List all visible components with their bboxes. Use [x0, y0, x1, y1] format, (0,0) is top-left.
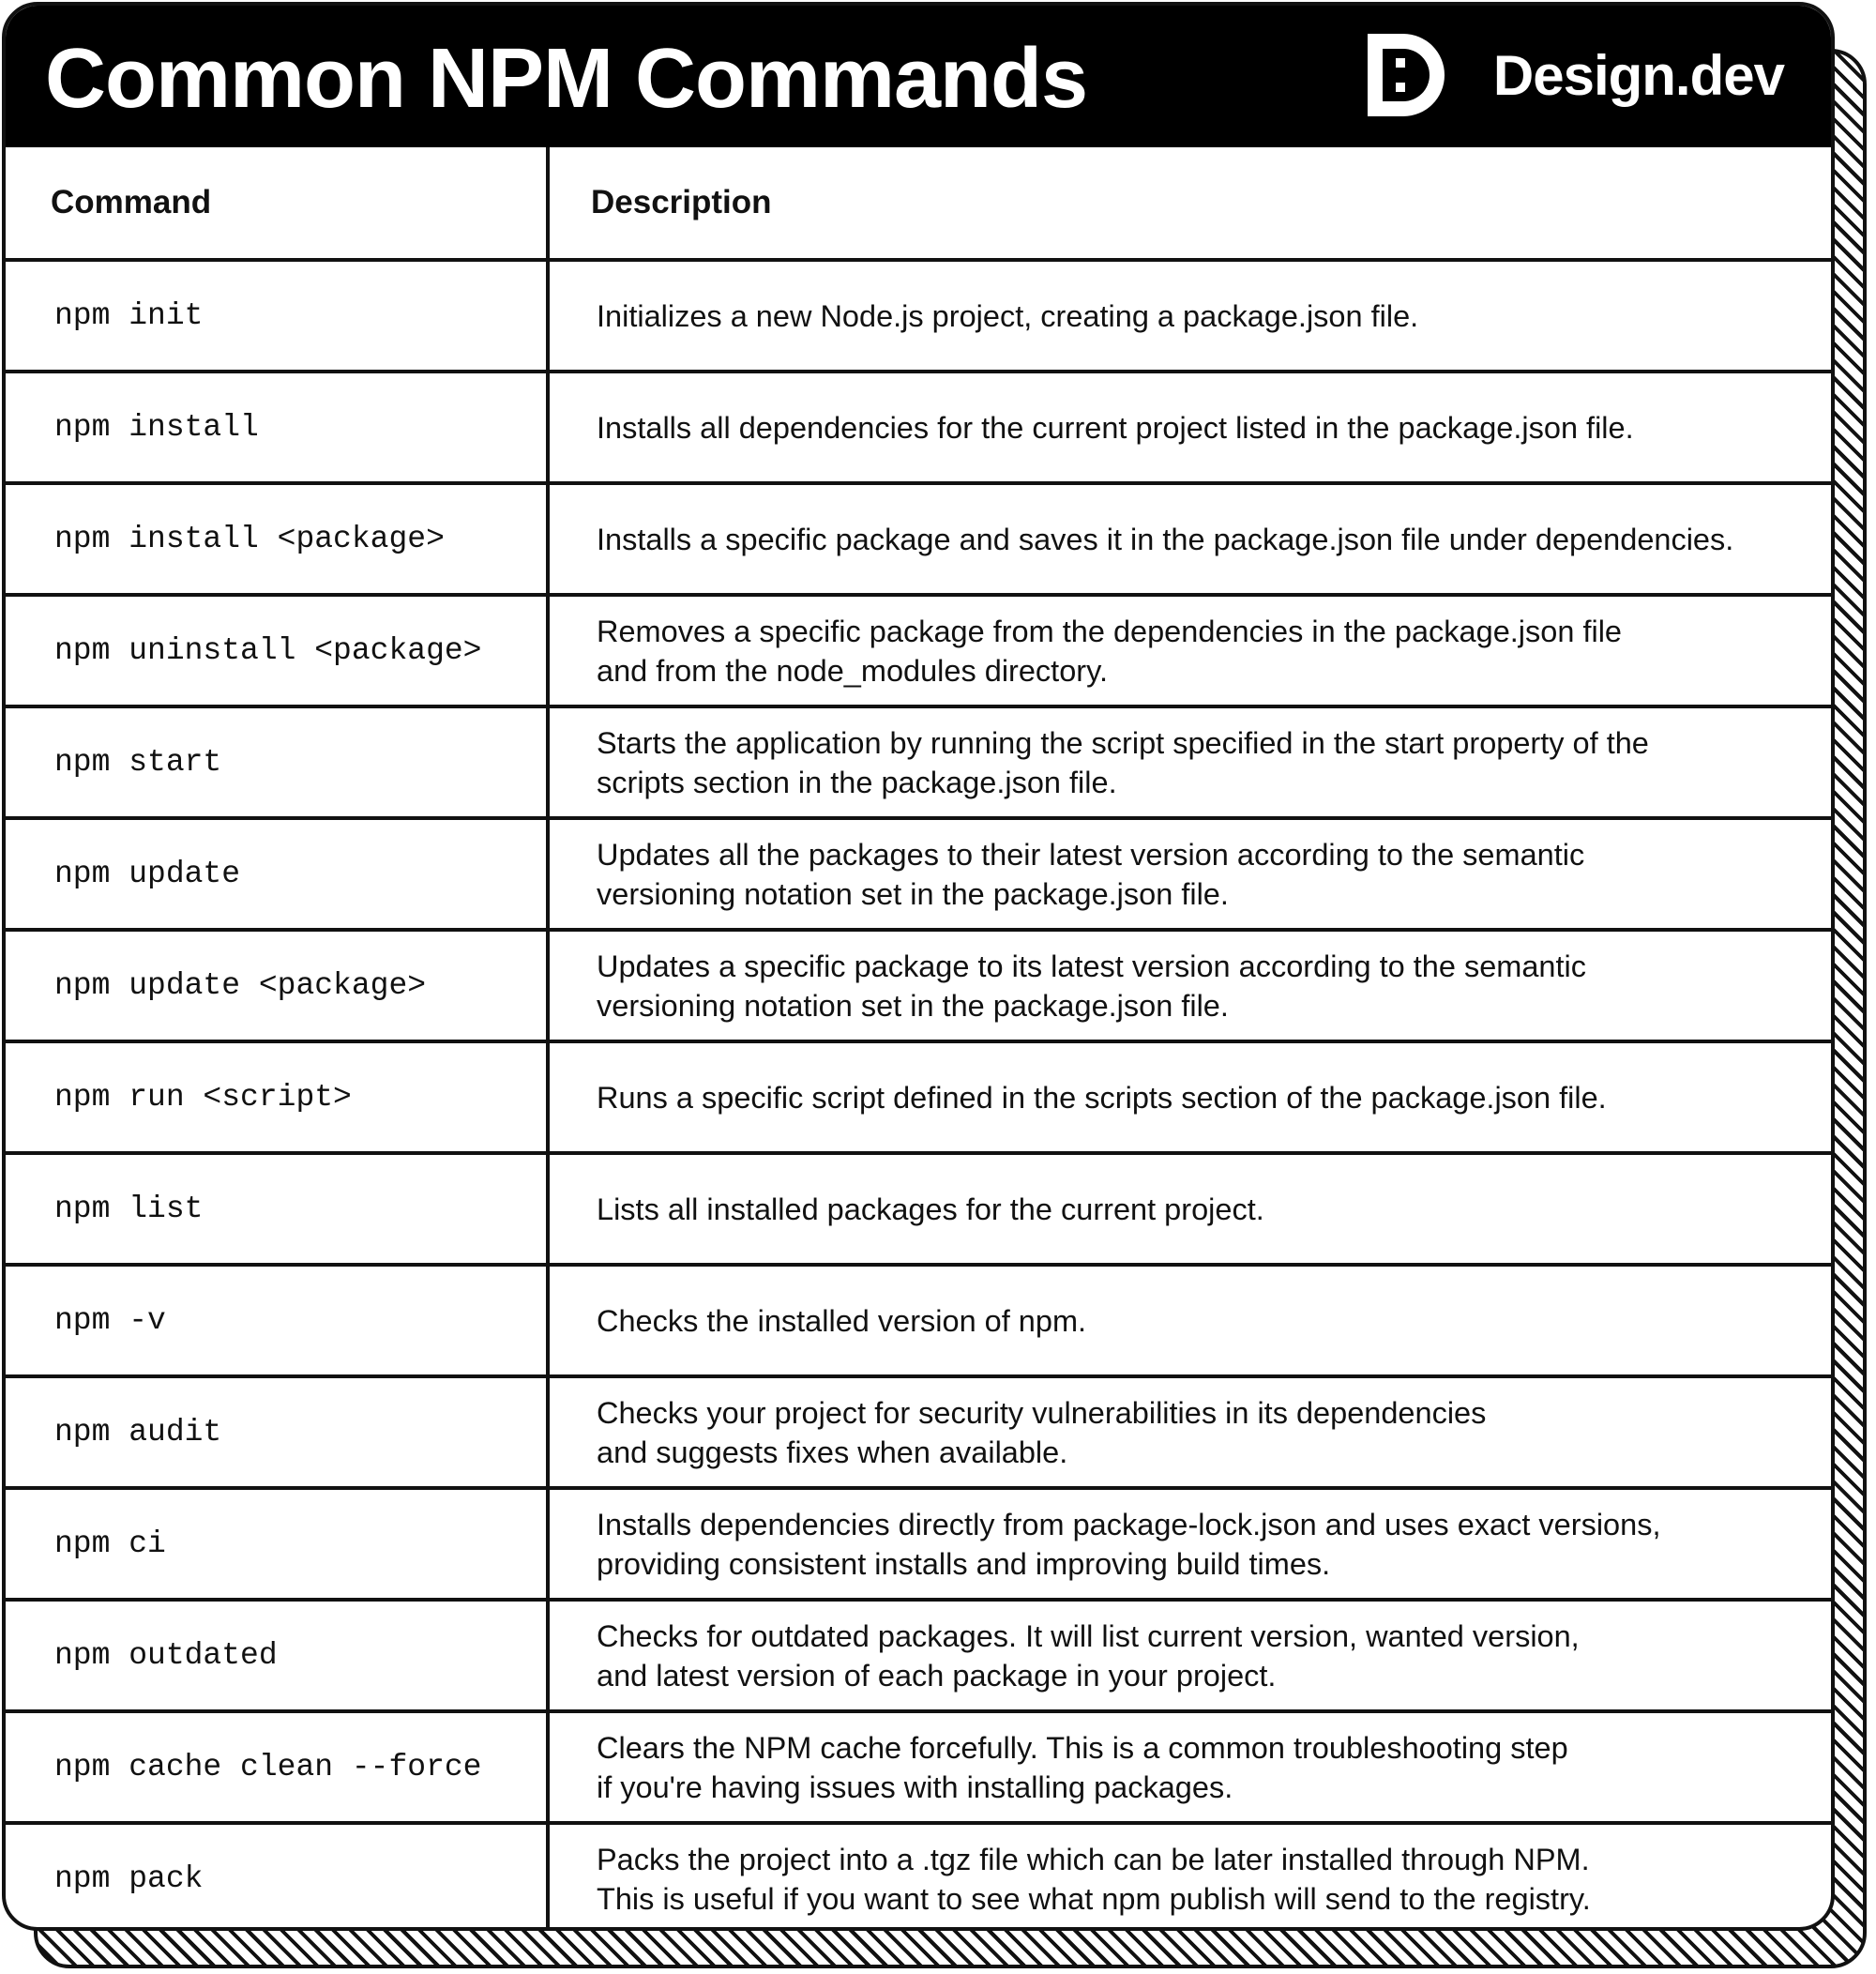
- design-dev-logo-icon: [1358, 28, 1452, 122]
- description-cell: [550, 597, 1831, 705]
- description-cell: [550, 1043, 1831, 1151]
- table-row: [6, 1821, 1831, 1931]
- description-line: Updates all the packages to their latest version according to the semantic: [597, 837, 1585, 872]
- command-cell: npm audit: [6, 1378, 550, 1486]
- brand-name: Design.dev: [1492, 43, 1784, 107]
- description-cell: [550, 1267, 1831, 1374]
- description-line: and suggests fixes when available.: [597, 1435, 1068, 1469]
- description-cell: [550, 1825, 1831, 1931]
- description-cell: [550, 708, 1831, 816]
- description-line: Removes a specific package from the dependencies in the package.json file: [597, 614, 1623, 648]
- table-row: [6, 1040, 1831, 1151]
- command-cell: npm list: [6, 1155, 550, 1263]
- command-cell: npm init: [6, 262, 550, 370]
- description-line: Installs dependencies directly from package-lock.json and uses exact versions,: [597, 1507, 1661, 1541]
- command-cell: npm pack: [6, 1825, 550, 1931]
- description-line: This is useful if you want to see what npm publish will send to the registry.: [597, 1881, 1591, 1916]
- description-line: and latest version of each package in your project.: [597, 1658, 1277, 1693]
- description-line: scripts section in the package.json file.: [597, 765, 1117, 799]
- description-line: versioning notation set in the package.json file.: [597, 988, 1229, 1023]
- column-header-description: Description: [591, 184, 772, 220]
- table-header-row: [6, 147, 1831, 258]
- description-cell: [550, 932, 1831, 1040]
- table-row: [6, 1151, 1831, 1263]
- command-cell: npm run <script>: [6, 1043, 550, 1151]
- description-line: Checks your project for security vulnerabilities in its dependencies: [597, 1395, 1487, 1430]
- description-cell: [550, 1713, 1831, 1821]
- description-line: versioning notation set in the package.json file.: [597, 876, 1229, 911]
- command-cell: npm ci: [6, 1490, 550, 1598]
- command-cell: npm update: [6, 820, 550, 928]
- table-row: [6, 816, 1831, 928]
- description-cell: [550, 1602, 1831, 1709]
- command-cell: npm update <package>: [6, 932, 550, 1040]
- description-cell: [550, 1155, 1831, 1263]
- description-line: Installs a specific package and saves it in the package.json file under dependencies.: [597, 522, 1734, 556]
- description-line: Packs the project into a .tgz file which can be later installed through NPM.: [597, 1842, 1590, 1876]
- command-cell: npm install: [6, 373, 550, 481]
- table-row: [6, 370, 1831, 481]
- description-cell: [550, 1378, 1831, 1486]
- description-line: Installs all dependencies for the current project listed in the package.json file.: [597, 410, 1634, 445]
- description-cell: [550, 373, 1831, 481]
- description-line: Initializes a new Node.js project, creating a package.json file.: [597, 298, 1419, 333]
- description-cell: [550, 262, 1831, 370]
- description-cell: [550, 485, 1831, 593]
- page-title: Common NPM Commands: [45, 32, 1088, 126]
- description-line: Updates a specific package to its latest version according to the semantic: [597, 949, 1586, 983]
- description-line: Runs a specific script defined in the scripts section of the package.json file.: [597, 1080, 1607, 1115]
- description-cell: [550, 820, 1831, 928]
- description-line: and from the node_modules directory.: [597, 653, 1108, 688]
- table-row: [6, 481, 1831, 593]
- table-row: [6, 705, 1831, 816]
- command-cell: npm cache clean --force: [6, 1713, 550, 1821]
- description-line: Clears the NPM cache forcefully. This is a common troubleshooting step: [597, 1730, 1568, 1765]
- table-row: [6, 1486, 1831, 1598]
- commands-table: [6, 147, 1831, 1931]
- header-bar: [6, 6, 1831, 147]
- brand: [1358, 28, 1784, 122]
- table-row: [6, 593, 1831, 705]
- command-cell: npm start: [6, 708, 550, 816]
- command-cell: npm install <package>: [6, 485, 550, 593]
- description-line: providing consistent installs and improving build times.: [597, 1546, 1331, 1581]
- table-row: [6, 928, 1831, 1040]
- table-row: [6, 1598, 1831, 1709]
- description-line: if you're having issues with installing packages.: [597, 1769, 1233, 1804]
- command-cell: npm outdated: [6, 1602, 550, 1709]
- cheatsheet-card: [2, 2, 1835, 1931]
- description-line: Checks for outdated packages. It will list current version, wanted version,: [597, 1618, 1580, 1653]
- table-row: [6, 258, 1831, 370]
- description-line: Starts the application by running the script specified in the start property of the: [597, 725, 1649, 760]
- description-line: Checks the installed version of npm.: [597, 1303, 1087, 1338]
- column-header-command: Command: [6, 147, 550, 258]
- description-cell: [550, 1490, 1831, 1598]
- command-cell: npm uninstall <package>: [6, 597, 550, 705]
- description-line: Lists all installed packages for the current project.: [597, 1192, 1264, 1226]
- table-row: [6, 1709, 1831, 1821]
- table-row: [6, 1374, 1831, 1486]
- table-row: [6, 1263, 1831, 1374]
- command-cell: npm -v: [6, 1267, 550, 1374]
